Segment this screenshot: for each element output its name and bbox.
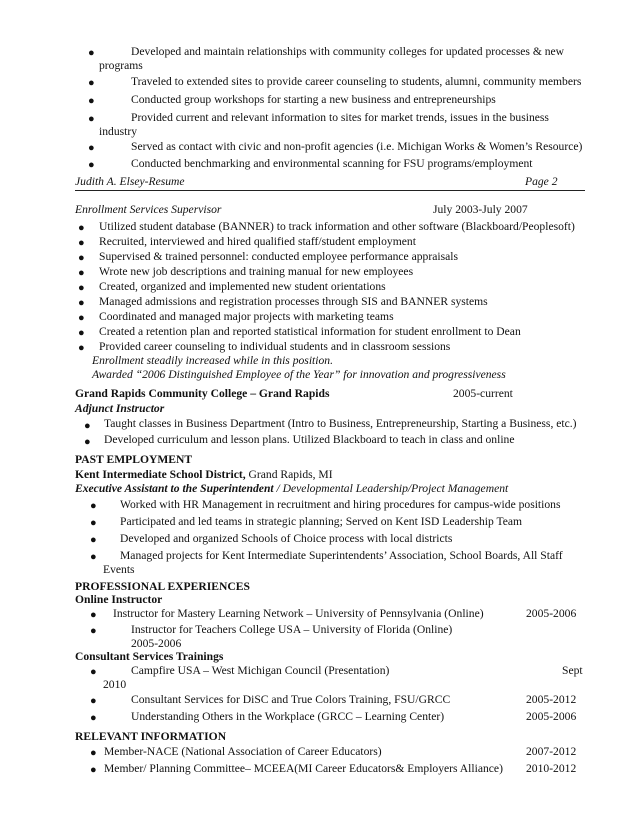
list-item-continuation: 2010	[103, 678, 127, 691]
page-number: Page 2	[525, 175, 558, 188]
resume-name-header: Judith A. Elsey-Resume	[75, 175, 185, 188]
bullet-icon: ●	[78, 342, 85, 354]
job-title-enrollment: Enrollment Services Supervisor	[75, 203, 222, 216]
list-item: Supervised & trained personnel: conducted employee performance appraisals	[99, 250, 458, 263]
bullet-icon: ●	[90, 666, 97, 678]
job-title-adjunct: Adjunct Instructor	[75, 402, 165, 415]
list-item-continuation: programs	[99, 59, 143, 72]
subheading-consultant: Consultant Services Trainings	[75, 650, 224, 663]
bullet-icon: ●	[88, 113, 95, 125]
job-dates-grcc: 2005-current	[453, 387, 513, 400]
employer-name: Kent Intermediate School District,	[75, 468, 246, 481]
list-item: Created, organized and implemented new student orientations	[99, 280, 386, 293]
list-item: Member-NACE (National Association of Career Educators)	[104, 745, 382, 758]
list-item: Managed admissions and registration processes through SIS and BANNER systems	[99, 295, 488, 308]
achievement-note: Enrollment steadily increased while in this position.	[92, 354, 333, 367]
bullet-icon: ●	[88, 77, 95, 89]
list-item: Campfire USA – West Michigan Council (Presentation)	[131, 664, 390, 677]
list-item: Taught classes in Business Department (Intro to Business, Entrepreneurship, Starting a Business, etc.)	[104, 417, 577, 430]
list-item: Coordinated and managed major projects with marketing teams	[99, 310, 394, 323]
list-item: Provided career counseling to individual students and in classroom sessions	[99, 340, 451, 353]
job-title-executive-assistant	[75, 482, 508, 496]
item-date: 2010-2012	[526, 762, 577, 775]
employer-grcc: Grand Rapids Community College – Grand Rapids	[75, 387, 330, 400]
list-item-continuation: Events	[103, 563, 135, 576]
bullet-icon: ●	[90, 764, 97, 776]
item-date: 2007-2012	[526, 745, 577, 758]
list-item: Provided current and relevant information to sites for market trends, issues in the business	[131, 111, 549, 124]
bullet-icon: ●	[78, 222, 85, 234]
bullet-icon: ●	[78, 252, 85, 264]
list-item: Wrote new job descriptions and training manual for new employees	[99, 265, 414, 278]
list-item-continuation: 2005-2006	[131, 637, 182, 650]
list-item: Served as contact with civic and non-profit agencies (i.e. Michigan Works & Women’s Resource)	[131, 140, 583, 153]
section-heading-professional: PROFESSIONAL EXPERIENCES	[75, 580, 250, 593]
job-dates-enrollment: July 2003-July 2007	[433, 203, 528, 216]
bullet-icon: ●	[90, 747, 97, 759]
list-item: Traveled to extended sites to provide career counseling to students, alumni, community members	[131, 75, 582, 88]
item-date: 2005-2006	[526, 710, 577, 723]
award-note: Awarded “2006 Distinguished Employee of the Year” for innovation and progressiveness	[92, 368, 506, 381]
bullet-icon: ●	[78, 282, 85, 294]
bullet-icon: ●	[78, 327, 85, 339]
list-item: Consultant Services for DiSC and True Colors Training, FSU/GRCC	[131, 693, 451, 706]
list-item-continuation: industry	[99, 125, 138, 138]
list-item: Created a retention plan and reported statistical information for student enrollment to Dean	[99, 325, 521, 338]
bullet-icon: ●	[90, 712, 97, 724]
bullet-icon: ●	[90, 625, 97, 637]
list-item: Utilized student database (BANNER) to track information and other software (Blackboard/Peoplesoft)	[99, 220, 575, 233]
bullet-icon: ●	[90, 517, 97, 529]
section-heading-relevant: RELEVANT INFORMATION	[75, 730, 227, 743]
bullet-icon: ●	[90, 695, 97, 707]
bullet-icon: ●	[88, 95, 95, 107]
list-item: Developed and organized Schools of Choice process with local districts	[120, 532, 453, 545]
employer-location: Grand Rapids, MI	[245, 468, 333, 481]
list-item: Worked with HR Management in recruitment and hiring procedures for campus-wide positions	[120, 498, 561, 511]
list-item: Conducted group workshops for starting a new business and entrepreneurships	[131, 93, 496, 106]
bullet-icon: ●	[78, 312, 85, 324]
bullet-icon: ●	[84, 436, 91, 448]
section-heading-past-employment: PAST EMPLOYMENT	[75, 453, 193, 466]
list-item: Developed curriculum and lesson plans. Utilized Blackboard to teach in class and online	[104, 433, 515, 446]
item-date: 2005-2006	[526, 607, 577, 620]
employer-kent-isd	[75, 468, 333, 482]
list-item: Understanding Others in the Workplace (GRCC – Learning Center)	[131, 710, 445, 723]
list-item: Member/ Planning Committee– MCEEA(MI Career Educators& Employers Alliance)	[104, 762, 503, 775]
list-item: Conducted benchmarking and environmental scanning for FSU programs/employment	[131, 157, 533, 170]
bullet-icon: ●	[84, 420, 91, 432]
header-divider	[75, 190, 585, 191]
bullet-icon: ●	[78, 267, 85, 279]
list-item: Participated and led teams in strategic planning; Served on Kent ISD Leadership Team	[120, 515, 523, 528]
list-item: Instructor for Teachers College USA – University of Florida (Online)	[131, 623, 453, 636]
item-date: Sept	[562, 664, 583, 677]
bullet-icon: ●	[90, 534, 97, 546]
bullet-icon: ●	[90, 500, 97, 512]
list-item: Instructor for Mastery Learning Network – University of Pennsylvania (Online)	[113, 607, 484, 620]
bullet-icon: ●	[90, 551, 97, 563]
bullet-icon: ●	[90, 609, 97, 621]
bullet-icon: ●	[78, 297, 85, 309]
list-item: Developed and maintain relationships with community colleges for updated processes & new	[131, 45, 565, 58]
role-title: Executive Assistant to the Superintendent	[75, 482, 274, 495]
list-item: Recruited, interviewed and hired qualified staff/student employment	[99, 235, 416, 248]
subheading-online-instructor: Online Instructor	[75, 593, 163, 606]
bullet-icon: ●	[88, 47, 95, 59]
bullet-icon: ●	[88, 159, 95, 171]
item-date: 2005-2012	[526, 693, 577, 706]
bullet-icon: ●	[78, 237, 85, 249]
bullet-icon: ●	[88, 142, 95, 154]
role-subtitle: / Developmental Leadership/Project Management	[273, 482, 509, 495]
list-item: Managed projects for Kent Intermediate Superintendents’ Association, School Boards, All Staff	[120, 549, 563, 562]
